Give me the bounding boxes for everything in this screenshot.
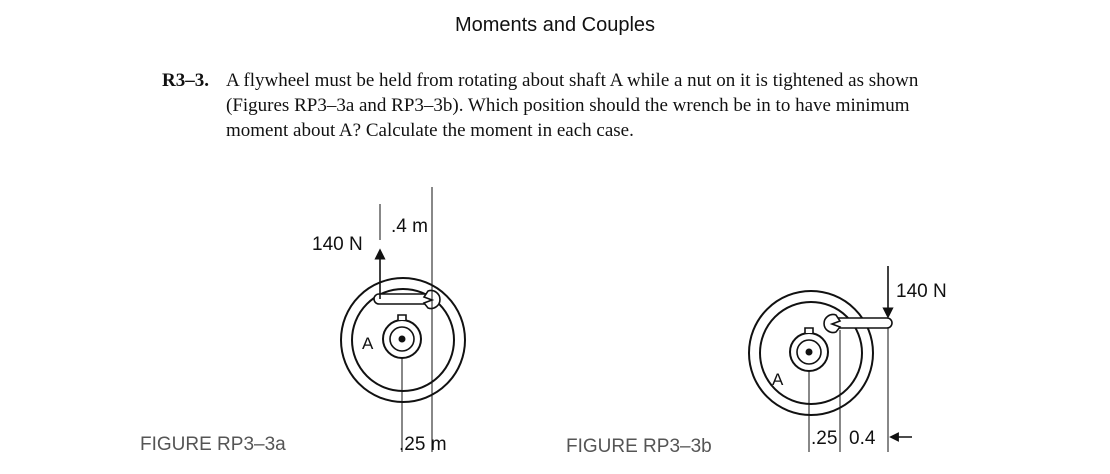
page-header: Moments and Couples	[454, 14, 656, 36]
figure-caption-b: FIGURE RP3–3b	[566, 436, 712, 457]
force-label-a: 140 N	[312, 234, 363, 255]
problem-text: A flywheel must be held from rotating about shaft A while a nut on it is tightened as shown (Figures RP3–3a and RP3–3b). Which position should the wrench be in to have minimum moment about A? Calculate the moment in each case.	[226, 70, 919, 141]
point-label-a: A	[362, 334, 374, 353]
wrench-handle-b	[832, 318, 892, 328]
keyway-b	[805, 328, 813, 333]
dimension-label-b-1: .25	[811, 428, 838, 449]
dimension-label-b-2: 0.4	[849, 428, 876, 449]
bottom-dimension-label-a: .25 m	[399, 434, 447, 455]
shaft-point-a	[399, 336, 406, 343]
figure-b-drawing	[749, 266, 912, 452]
point-label-b: A	[772, 370, 784, 389]
shaft-point-b	[806, 349, 813, 356]
force-label-b: 140 N	[896, 281, 947, 302]
top-dimension-label-a: .4 m	[391, 216, 428, 237]
problem-number: R3–3.	[162, 70, 209, 91]
figure-caption-a: FIGURE RP3–3a	[140, 434, 286, 455]
keyway-a	[398, 315, 406, 320]
